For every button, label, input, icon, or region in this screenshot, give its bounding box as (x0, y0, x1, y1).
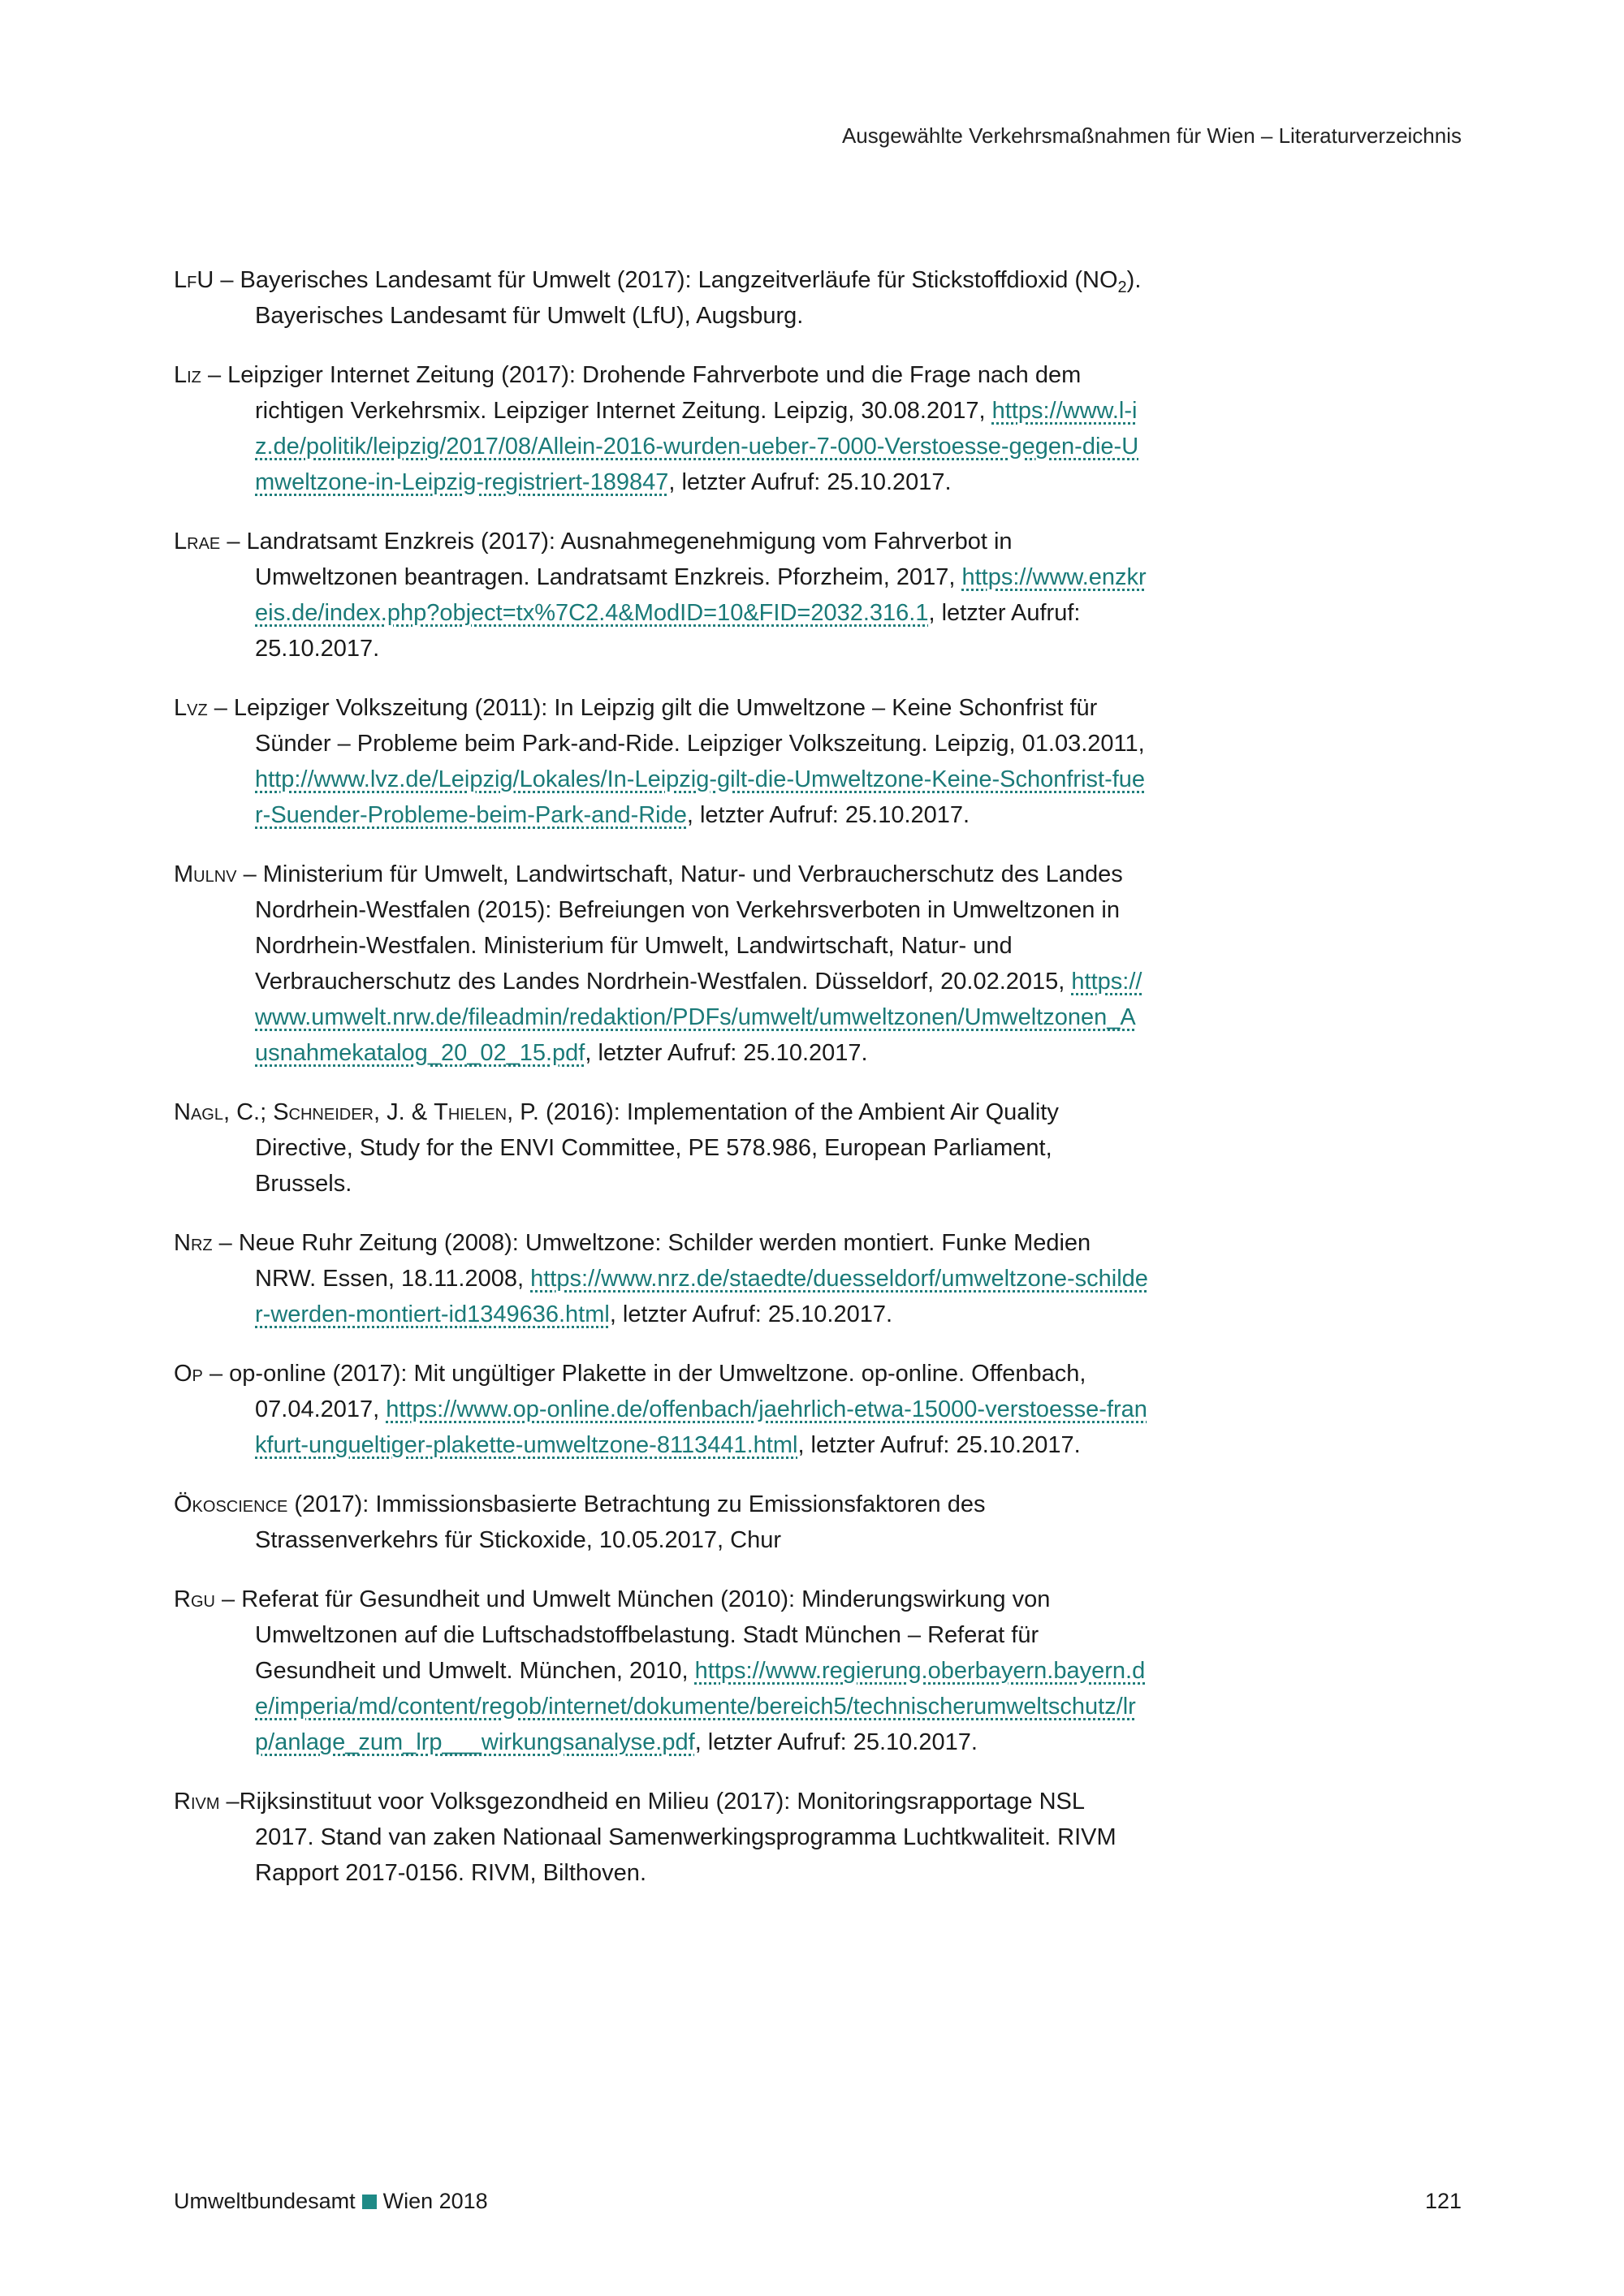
bib-entry-rgu (174, 1582, 1148, 1760)
entry-key: Lvz (174, 695, 208, 721)
bib-entry-op (174, 1356, 1148, 1463)
bib-entry-rivm (174, 1784, 1148, 1891)
bib-entry-oekoscience (174, 1487, 1148, 1558)
entry-text: – Referat für Gesundheit und Umwelt München (2010): Minderungswirkung von Umweltzonen auf die Luftschadstoffbelastung. Stadt München – Referat für Gesundheit und Umwelt. München, 2010, (214, 1586, 1051, 1684)
author-name: Schneider (273, 1099, 374, 1125)
author-name: Nagl (174, 1099, 223, 1125)
bib-entry-mulnv (174, 857, 1148, 1071)
page-footer (174, 2189, 1462, 2214)
bib-entry-nrz (174, 1225, 1148, 1332)
entry-text: – Neue Ruhr Zeitung (2008): Umweltzone: Schilder werden montiert. Funke Medien NRW. Essen, 18.11.2008, (212, 1230, 1091, 1292)
entry-link[interactable]: https://www.l-iz.de/politik/leipzig/2017/08/Allein-2016-wurden-ueber-7-000-Verstoesse-gegen-die-Umweltzone-in-Leipzig-registriert-189847 (255, 398, 1139, 495)
entry-key: Nrz (174, 1230, 213, 1256)
footer-publisher (174, 2189, 488, 2214)
entry-key: Lrae (174, 529, 221, 555)
entry-suffix: , letzter Aufruf: 25.10.2017. (686, 802, 970, 828)
entry-text: – Leipziger Volkszeitung (2011): In Leipzig gilt die Umweltzone – Keine Schonfrist für Sünder – Probleme beim Park-and-Ride. Leipziger Volkszeitung. Leipzig, 01.03.2011, (207, 695, 1145, 757)
entry-link[interactable]: https://www.regierung.oberbayern.bayern.de/imperia/md/content/regob/internet/dokumente/bereich5/technischerumweltschutz/lrp/anlage_zum_lrp___wirkungsanalyse.pdf (255, 1658, 1146, 1755)
entry-link[interactable]: https://www.enzkreis.de/index.php?object=tx%7C2.4&ModID=10&FID=2032.316.1 (255, 564, 1147, 626)
entry-key: Op (174, 1361, 203, 1387)
entry-suffix: , letzter Aufruf: 25.10.2017. (609, 1301, 893, 1327)
entry-text: – Ministerium für Umwelt, Landwirtschaft, Natur- und Verbraucherschutz des Landes Nordrhein-Westfalen (2015): Befreiungen von Verkehrsverboten in Umweltzonen in Nordrhein-Westfalen. Ministerium für Umwelt, Landwirtschaft, Natur- und Verbraucherschutz des Landes Nordrhein-Westfalen. Düsseldorf, 20.02.2015, (236, 861, 1123, 995)
subscript: 2 (1117, 278, 1127, 296)
bib-entry-lrae (174, 524, 1148, 667)
publisher-name: Umweltbundesamt (174, 2189, 356, 2213)
entry-text: (2017): Immissionsbasierte Betrachtung zu Emissionsfaktoren des Strassenverkehrs für Stickoxide, 10.05.2017, Chur (255, 1491, 986, 1553)
entry-link[interactable]: https://www.nrz.de/staedte/duesseldorf/umweltzone-schilder-werden-montiert-id1349636.html (255, 1266, 1148, 1327)
bibliography-list (174, 239, 1148, 1907)
square-bullet-icon (362, 2195, 377, 2209)
entry-text: , C.; (222, 1099, 274, 1125)
entry-key: Ökoscience (174, 1491, 288, 1517)
entry-suffix: , letzter Aufruf: 25.10.2017. (797, 1432, 1081, 1458)
bib-entry-liz (174, 357, 1148, 500)
entry-text: – Landratsamt Enzkreis (2017): Ausnahmegenehmigung vom Fahrverbot in Umweltzonen beantragen. Landratsamt Enzkreis. Pforzheim, 2017, (220, 529, 1013, 590)
entry-text: , P. (2016): Implementation of the Ambient Air Quality Directive, Study for the ENVI Committee, PE 578.986, European Parliament, Brussels. (255, 1099, 1059, 1197)
page-number: 121 (1424, 2189, 1462, 2213)
publication-place-year: Wien 2018 (382, 2189, 488, 2213)
entry-text: –Rijksinstituut voor Volksgezondheid en Milieu (2017): Monitoringsrapportage NSL 2017. Stand van zaken Nationaal Samenwerkingsprogramma Luchtkwaliteit. RIVM Rapport 2017-0156. RIVM, Bilthoven. (219, 1789, 1116, 1886)
entry-text: – Bayerisches Landesamt für Umwelt (2017): Langzeitverläufe für Stickstoffdioxid (NO (214, 267, 1118, 293)
entry-suffix: , letzter Aufruf: 25.10.2017. (255, 600, 1081, 662)
entry-text: , J. & (374, 1099, 434, 1125)
entry-text: ). Bayerisches Landesamt für Umwelt (LfU), Augsburg. (255, 267, 1142, 329)
entry-text: – op-online (2017): Mit ungültiger Plakette in der Umweltzone. op-online. Offenbach, 07.04.2017, (202, 1361, 1086, 1422)
entry-key: Rivm (174, 1789, 220, 1815)
entry-suffix: , letzter Aufruf: 25.10.2017. (585, 1040, 868, 1066)
entry-key: Rgu (174, 1586, 215, 1612)
entry-key: LfU (174, 267, 214, 293)
running-header: Ausgewählte Verkehrsmaßnahmen für Wien – Literaturverzeichnis (841, 123, 1462, 148)
bib-entry-nagl (174, 1094, 1148, 1202)
entry-text: – Leipziger Internet Zeitung (2017): Drohende Fahrverbote und die Frage nach dem richtigen Verkehrsmix. Leipziger Internet Zeitung. Leipzig, 30.08.2017, (201, 362, 1082, 424)
entry-link[interactable]: https://www.op-online.de/offenbach/jaehrlich-etwa-15000-verstoesse-frankfurt-ungueltiger-plakette-umweltzone-8113441.html (255, 1396, 1147, 1458)
entry-link[interactable]: https://www.umwelt.nrw.de/fileadmin/redaktion/PDFs/umwelt/umweltzonen/Umweltzonen_Ausnahmekatalog_20_02_15.pdf (255, 969, 1142, 1066)
bib-entry-lvz (174, 690, 1148, 833)
entry-suffix: , letzter Aufruf: 25.10.2017. (668, 469, 952, 495)
entry-key: Mulnv (174, 861, 237, 887)
entry-link[interactable]: http://www.lvz.de/Leipzig/Lokales/In-Leipzig-gilt-die-Umweltzone-Keine-Schonfrist-fuer-Suender-Probleme-beim-Park-and-Ride (255, 766, 1146, 828)
entry-key: Liz (174, 362, 201, 388)
author-name: Thielen (434, 1099, 508, 1125)
bib-entry-lfu (174, 262, 1148, 334)
entry-suffix: , letzter Aufruf: 25.10.2017. (694, 1729, 978, 1755)
